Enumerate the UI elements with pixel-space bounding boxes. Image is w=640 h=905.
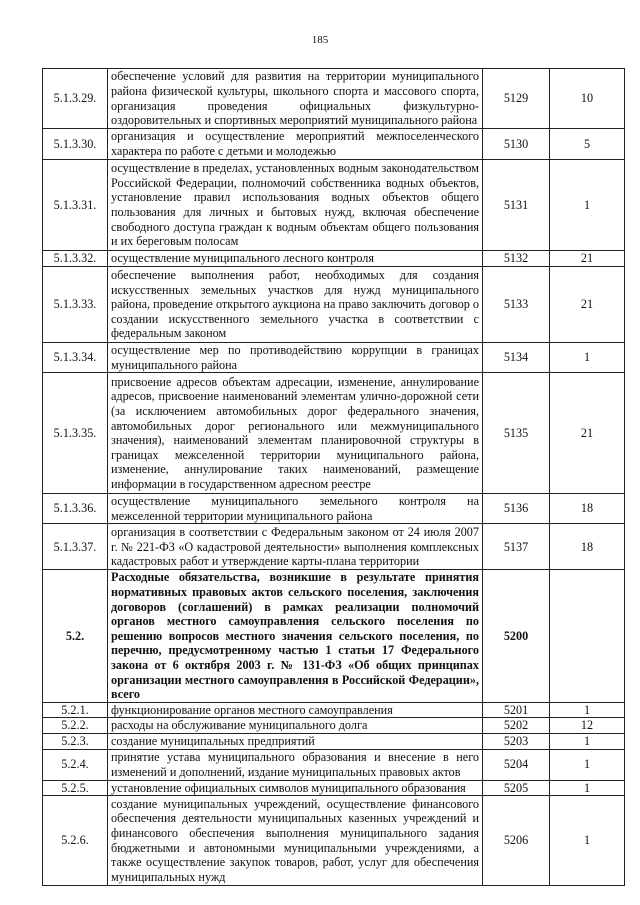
row-description: осуществление муниципального лесного контроля bbox=[108, 251, 483, 267]
table-row bbox=[43, 494, 625, 524]
row-description: расходы на обслуживание муниципального долга bbox=[108, 718, 483, 734]
row-code: 5.2.3. bbox=[43, 733, 108, 749]
row-code: 5.1.3.30. bbox=[43, 129, 108, 160]
table-row bbox=[43, 69, 625, 129]
row-value: 1 bbox=[550, 733, 625, 749]
row-description: организация и осуществление мероприятий межпоселенческого характера по работе с детьми и молодежью bbox=[108, 129, 483, 160]
row-number: 5134 bbox=[483, 343, 550, 373]
row-value: 1 bbox=[550, 343, 625, 373]
row-value: 12 bbox=[550, 718, 625, 734]
table-row bbox=[43, 267, 625, 343]
row-description: обеспечение условий для развития на территории муниципального района физической культуры, школьного спорта и массового спорта, организация проведения официальных физкультурно-оздоровительных и спортивных мероприятий муниципального района bbox=[108, 69, 483, 129]
row-value: 1 bbox=[550, 780, 625, 796]
row-description: функционирование органов местного самоуправления bbox=[108, 702, 483, 718]
row-code: 5.2.6. bbox=[43, 796, 108, 886]
row-value: 1 bbox=[550, 796, 625, 886]
page-number: 185 bbox=[311, 34, 329, 46]
table-row bbox=[43, 780, 625, 796]
row-number: 5132 bbox=[483, 251, 550, 267]
row-number: 5204 bbox=[483, 749, 550, 780]
table-row bbox=[43, 718, 625, 734]
row-value: 1 bbox=[550, 160, 625, 251]
row-value: 21 bbox=[550, 267, 625, 343]
expenditure-table bbox=[42, 68, 625, 886]
row-number: 5200 bbox=[483, 570, 550, 702]
row-description: обеспечение выполнения работ, необходимых для создания искусственных земельных участков для нужд муниципального района, проведение открытого аукциона на право заключить договор о создании искусственного земельного участка в соответствии с федеральным законом bbox=[108, 267, 483, 343]
row-number: 5131 bbox=[483, 160, 550, 251]
row-number: 5203 bbox=[483, 733, 550, 749]
table-body bbox=[43, 69, 625, 886]
table-row bbox=[43, 733, 625, 749]
row-description: осуществление в пределах, установленных водным законодательством Российской Федерации, полномочий собственника водных объектов, установление правил использования водных объектов общего пользования для личных и бытовых нужд, включая обеспечение свободного доступа граждан к водным объектам общего пользования и их береговым полосам bbox=[108, 160, 483, 251]
row-code: 5.2.2. bbox=[43, 718, 108, 734]
row-value: 1 bbox=[550, 702, 625, 718]
row-description: создание муниципальных учреждений, осуществление финансового обеспечения деятельности муниципальных казенных учреждений и финансового обеспечения выполнения муниципального задания бюджетными и автономными муниципальными учреждениями, а также осуществление закупок товаров, работ, услуг для обеспечения муниципальных нужд bbox=[108, 796, 483, 886]
row-value: 1 bbox=[550, 749, 625, 780]
table-row bbox=[43, 749, 625, 780]
row-number: 5129 bbox=[483, 69, 550, 129]
row-number: 5133 bbox=[483, 267, 550, 343]
row-number: 5136 bbox=[483, 494, 550, 524]
table-row-total bbox=[43, 570, 625, 702]
row-value: 5 bbox=[550, 129, 625, 160]
row-code: 5.2.1. bbox=[43, 702, 108, 718]
table-row bbox=[43, 373, 625, 494]
table-row bbox=[43, 796, 625, 886]
row-description: принятие устава муниципального образования и внесение в него изменений и дополнений, издание муниципальных правовых актов bbox=[108, 749, 483, 780]
table-row bbox=[43, 343, 625, 373]
row-description: установление официальных символов муниципального образования bbox=[108, 780, 483, 796]
row-code: 5.1.3.33. bbox=[43, 267, 108, 343]
row-code: 5.1.3.29. bbox=[43, 69, 108, 129]
row-value: 10 bbox=[550, 69, 625, 129]
row-number: 5205 bbox=[483, 780, 550, 796]
row-number: 5130 bbox=[483, 129, 550, 160]
row-code: 5.2. bbox=[43, 570, 108, 702]
row-number: 5135 bbox=[483, 373, 550, 494]
row-value: 18 bbox=[550, 524, 625, 570]
row-description: присвоение адресов объектам адресации, изменение, аннулирование адресов, присвоение наименований элементам улично-дорожной сети (за исключением автомобильных дорог федерального значения, автомобильных дорог регионального или межмуниципального значения), наименований элементам планировочной структуры в границах межселенной территории муниципального района, изменение, аннулирование таких наименований, размещение информации в государственном адресном реестре bbox=[108, 373, 483, 494]
row-value: 18 bbox=[550, 494, 625, 524]
row-number: 5206 bbox=[483, 796, 550, 886]
row-code: 5.1.3.36. bbox=[43, 494, 108, 524]
row-value: 21 bbox=[550, 251, 625, 267]
row-code: 5.1.3.35. bbox=[43, 373, 108, 494]
row-code: 5.2.5. bbox=[43, 780, 108, 796]
row-number: 5137 bbox=[483, 524, 550, 570]
row-code: 5.1.3.34. bbox=[43, 343, 108, 373]
row-code: 5.1.3.37. bbox=[43, 524, 108, 570]
row-number: 5202 bbox=[483, 718, 550, 734]
row-value bbox=[550, 570, 625, 702]
table-row bbox=[43, 524, 625, 570]
row-description: организация в соответствии с Федеральным законом от 24 июля 2007 г. № 221-ФЗ «О кадастровой деятельности» выполнения комплексных кадастровых работ и утверждение карты-плана территории bbox=[108, 524, 483, 570]
row-code: 5.1.3.32. bbox=[43, 251, 108, 267]
table-row bbox=[43, 251, 625, 267]
row-code: 5.1.3.31. bbox=[43, 160, 108, 251]
row-description: осуществление мер по противодействию коррупции в границах муниципального района bbox=[108, 343, 483, 373]
row-number: 5201 bbox=[483, 702, 550, 718]
row-description: осуществление муниципального земельного контроля на межселенной территории муниципального района bbox=[108, 494, 483, 524]
row-code: 5.2.4. bbox=[43, 749, 108, 780]
table-row bbox=[43, 129, 625, 160]
row-description: Расходные обязательства, возникшие в результате принятия нормативных правовых актов сельского поселения, заключения договоров (соглашений) в рамках реализации полномочий органов местного самоуправления сельского поселения по решению вопросов местного значения сельского поселения, по перечню, предусмотренному частью 1 статьи 17 Федерального закона от 6 октября 2003 г. № 131-ФЗ «Об общих принципах организации местного самоуправления в Российской Федерации», всего bbox=[108, 570, 483, 702]
row-value: 21 bbox=[550, 373, 625, 494]
table-row bbox=[43, 160, 625, 251]
row-description: создание муниципальных предприятий bbox=[108, 733, 483, 749]
table-row bbox=[43, 702, 625, 718]
